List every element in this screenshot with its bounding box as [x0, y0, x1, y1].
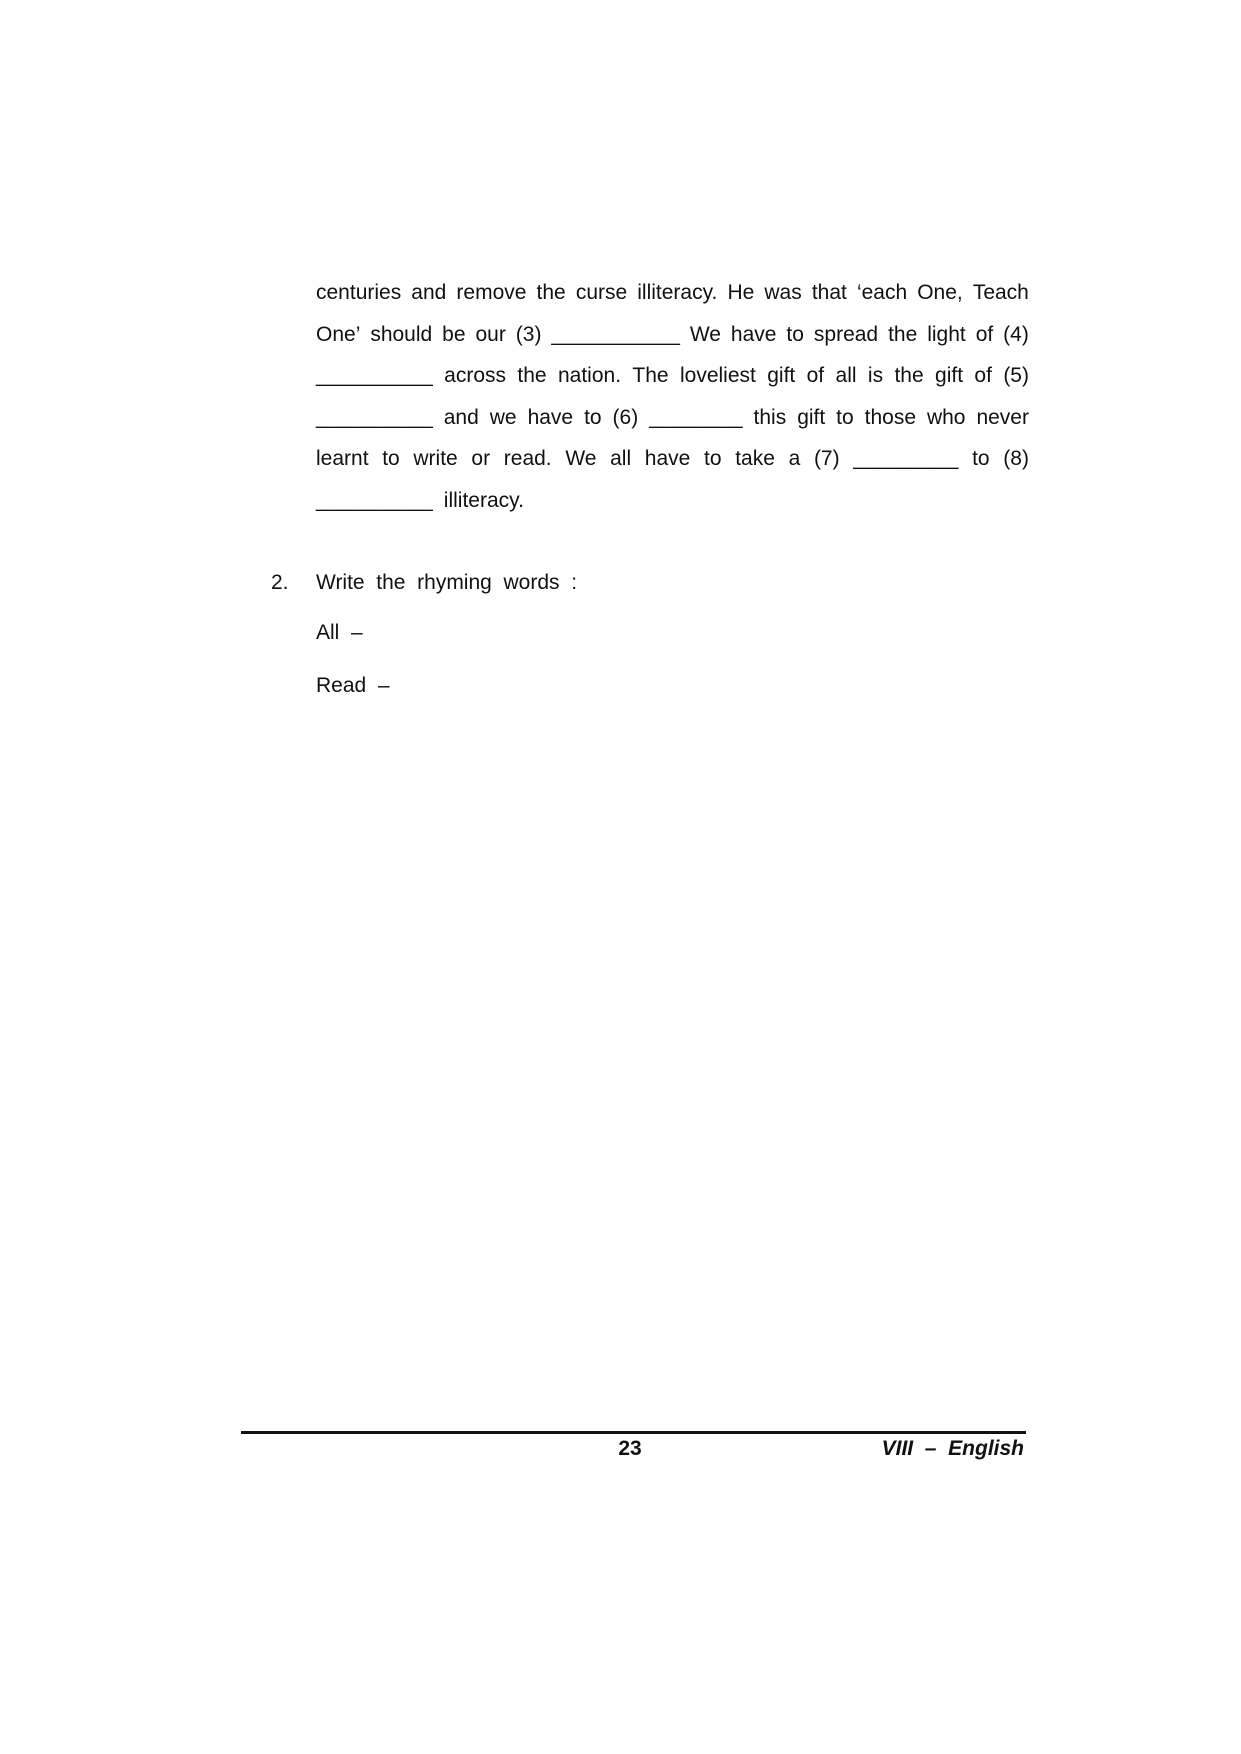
question-2 — [271, 563, 577, 603]
blank-3: ___________ — [551, 322, 680, 346]
word: this — [753, 405, 787, 429]
word: to — [786, 322, 804, 346]
word: spread — [813, 322, 879, 346]
word: all — [835, 364, 857, 387]
word: One’ — [316, 322, 361, 346]
blank-4: __________ — [316, 364, 433, 387]
question-text: Write the rhyming words : — [316, 571, 578, 594]
rhyme-item-all: All – — [316, 621, 363, 644]
word: to — [972, 447, 990, 470]
word: curse — [575, 281, 628, 304]
word: (8) — [1003, 447, 1029, 470]
word: gift — [767, 364, 796, 387]
word: Teach — [972, 281, 1029, 304]
word: gift — [935, 364, 964, 387]
word: our — [475, 322, 506, 346]
word: and — [443, 405, 479, 429]
word: take — [735, 447, 775, 470]
word: of — [975, 322, 994, 346]
blank-8: __________ — [316, 488, 433, 512]
passage-line-4 — [316, 397, 1029, 439]
word: (3) — [515, 322, 542, 346]
word: light — [927, 322, 966, 346]
word: all — [610, 447, 632, 470]
word: the — [536, 281, 566, 304]
word: and — [411, 281, 447, 304]
blank-7: _________ — [853, 447, 959, 470]
word: never — [976, 405, 1029, 429]
passage-line-1 — [316, 272, 1029, 314]
page-number: 23 — [618, 1437, 642, 1460]
word: gift — [797, 405, 826, 429]
word: to — [584, 405, 602, 429]
word: of — [806, 364, 825, 387]
word: have — [527, 405, 574, 429]
word: should — [370, 322, 433, 346]
word: or — [471, 447, 491, 470]
passage — [316, 272, 1029, 521]
word: We — [689, 322, 721, 346]
word: read. — [503, 447, 552, 470]
word: across — [444, 364, 507, 387]
word: to — [704, 447, 722, 470]
word: the — [894, 364, 924, 387]
word: (5) — [1003, 364, 1029, 387]
blank-6: ________ — [649, 405, 743, 429]
word: remove — [456, 281, 527, 304]
word: (4) — [1003, 322, 1029, 346]
word: nation. — [557, 364, 622, 387]
word: to — [382, 447, 400, 470]
word: is — [867, 364, 884, 387]
word: We — [565, 447, 597, 470]
blank-5: __________ — [316, 405, 433, 429]
word: ‘each — [856, 281, 908, 304]
word: be — [442, 322, 466, 346]
word: write — [413, 447, 458, 470]
word: those — [864, 405, 916, 429]
word: we — [489, 405, 517, 429]
rhyme-item-read: Read – — [316, 674, 390, 697]
word: illiteracy. — [637, 281, 718, 304]
word: the — [888, 322, 918, 346]
word: of — [974, 364, 992, 387]
passage-line-6 — [316, 480, 1029, 522]
word: who — [926, 405, 966, 429]
word: learnt — [316, 447, 369, 470]
word: (6) — [612, 405, 639, 429]
passage-line-3 — [316, 355, 1029, 397]
word: The — [632, 364, 669, 387]
footer-title: VIII – English — [881, 1437, 1024, 1460]
word: (7) — [813, 447, 840, 470]
word: illiteracy. — [443, 488, 524, 512]
word: the — [517, 364, 547, 387]
passage-line-2 — [316, 314, 1029, 356]
word: centuries — [316, 281, 402, 304]
word: was — [764, 281, 802, 304]
word: have — [644, 447, 691, 470]
word: to — [836, 405, 854, 429]
word: have — [730, 322, 777, 346]
word: He — [727, 281, 755, 304]
word: that — [811, 281, 847, 304]
word: loveliest — [679, 364, 756, 387]
word: One, — [917, 281, 963, 304]
passage-line-5 — [316, 438, 1029, 480]
word: a — [788, 447, 801, 470]
question-number: 2. — [271, 571, 289, 594]
